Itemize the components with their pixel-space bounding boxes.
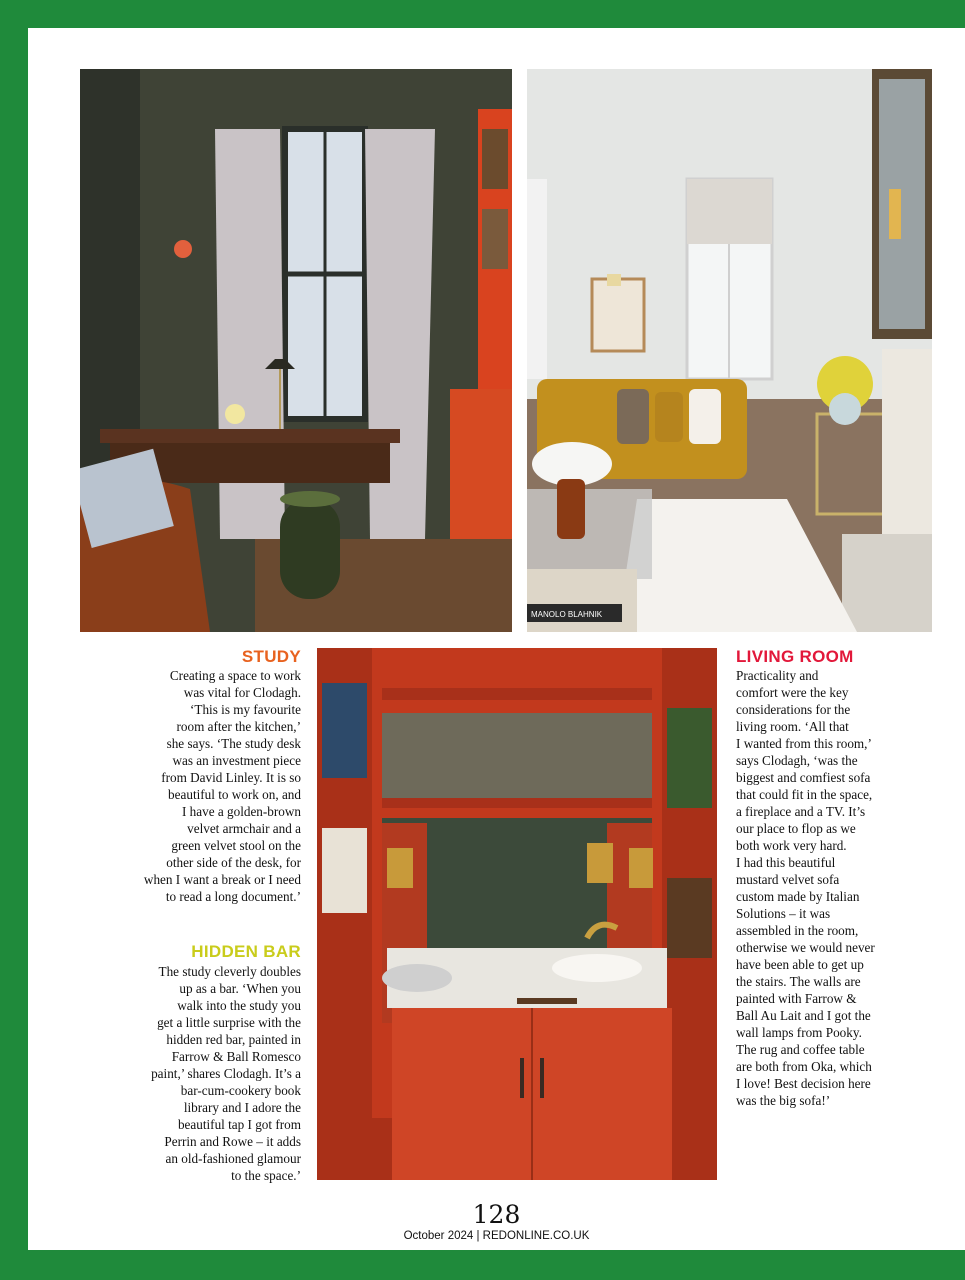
living-room-line: otherwise we would never <box>736 940 875 955</box>
living-room-line: that could fit in the space, <box>736 787 873 802</box>
living-room-line: a fireplace and a TV. It’s <box>736 804 866 819</box>
study-line: she says. ‘The study desk <box>166 736 301 751</box>
living-room-line: comfort were the key <box>736 685 849 700</box>
living-room-line: was the big sofa!’ <box>736 1093 831 1108</box>
living-room-line: the stairs. The walls are <box>736 974 861 989</box>
study-heading: STUDY <box>241 647 301 666</box>
living-room-line: custom made by Italian <box>736 889 860 904</box>
hidden-bar-body <box>101 963 301 1184</box>
hidden-bar-line: hidden red bar, painted in <box>166 1032 301 1047</box>
study-line: ‘This is my favourite <box>190 702 301 717</box>
hidden-bar-line: Farrow & Ball Romesco <box>171 1049 301 1064</box>
living-room-line: considerations for the <box>736 702 851 717</box>
hidden-bar-line: walk into the study you <box>177 998 301 1013</box>
book-spine-label: MANOLO BLAHNIK <box>531 610 603 619</box>
hidden-bar-line: up as a bar. ‘When you <box>179 981 301 996</box>
living-room-line: living room. ‘All that <box>736 719 849 734</box>
hidden-bar-line: get a little surprise with the <box>157 1015 301 1030</box>
living-room-line: both work very hard. <box>736 838 847 853</box>
study-line: I have a golden-brown <box>181 804 301 819</box>
magazine-page <box>28 28 965 1250</box>
hidden-bar-line: library and I adore the <box>183 1100 301 1115</box>
living-room-line: says Clodagh, ‘was the <box>736 753 858 768</box>
hidden-bar-photo <box>317 648 717 1180</box>
hidden-bar-line: to the space.’ <box>231 1168 301 1183</box>
living-room-line: Ball Au Lait and I got the <box>736 1008 871 1023</box>
living-room-line: assembled in the room, <box>736 923 859 938</box>
issue-footer: October 2024 | REDONLINE.CO.UK <box>403 1230 590 1242</box>
living-room-line: have been able to get up <box>736 957 864 972</box>
living-room-line: mustard velvet sofa <box>736 872 840 887</box>
living-room-line: are both from Oka, which <box>736 1059 872 1074</box>
study-body <box>101 667 301 905</box>
hidden-bar-line: The study cleverly doubles <box>158 964 301 979</box>
living-room-line: The rug and coffee table <box>736 1042 865 1057</box>
hidden-bar-line: Perrin and Rowe – it adds <box>164 1134 301 1149</box>
hidden-bar-line: an old-fashioned glamour <box>165 1151 301 1166</box>
living-room-line: Solutions – it was <box>736 906 831 921</box>
living-room-line: Practicality and <box>736 668 819 683</box>
living-room-photo <box>527 69 932 632</box>
living-room-line: I wanted from this room,’ <box>736 736 872 751</box>
study-line: from David Linley. It is so <box>161 770 301 785</box>
study-line: beautiful to work on, and <box>168 787 301 802</box>
study-line: green velvet stool on the <box>171 838 301 853</box>
study-line: was vital for Clodagh. <box>183 685 301 700</box>
living-room-line: wall lamps from Pooky. <box>736 1025 862 1040</box>
living-room-line: painted with Farrow & <box>736 991 857 1006</box>
hidden-bar-line: paint,’ shares Clodagh. It’s a <box>151 1066 301 1081</box>
living-room-line: I had this beautiful <box>736 855 836 870</box>
study-photo <box>80 69 512 632</box>
page-number: 128 <box>472 1200 521 1229</box>
hidden-bar-heading: HIDDEN BAR <box>191 942 301 961</box>
study-line: when I want a break or I need <box>143 872 301 887</box>
study-line: velvet armchair and a <box>187 821 301 836</box>
study-line: was an investment piece <box>172 753 301 768</box>
hidden-bar-line: beautiful tap I got from <box>177 1117 301 1132</box>
living-room-heading: LIVING ROOM <box>736 647 854 666</box>
hidden-bar-line: bar-cum-cookery book <box>180 1083 301 1098</box>
study-line: Creating a space to work <box>169 668 301 683</box>
living-room-line: biggest and comfiest sofa <box>736 770 871 785</box>
study-line: other side of the desk, for <box>166 855 301 870</box>
living-room-line: I love! Best decision here <box>736 1076 871 1091</box>
study-line: room after the kitchen,’ <box>176 719 301 734</box>
living-room-line: our place to flop as we <box>736 821 856 836</box>
study-line: to read a long document.’ <box>165 889 301 904</box>
living-room-body <box>736 667 906 1109</box>
